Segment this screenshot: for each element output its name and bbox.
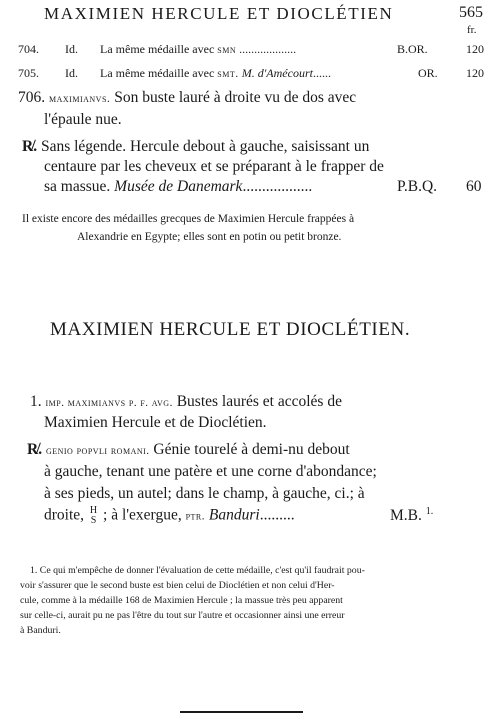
leader-dots: .................. (242, 178, 313, 195)
entry-1-line2: Maximien Hercule et de Dioclétien. (44, 414, 267, 431)
currency-unit: fr. (467, 24, 477, 36)
entry-704-metal: B.OR. (397, 42, 428, 56)
note-line2: Alexandrie en Egypte; elles sont en potin ou petit bronze. (77, 231, 342, 243)
entry-705-metal: OR. (418, 66, 438, 80)
reverse-text: sa massue. (44, 178, 115, 195)
bottom-rule (180, 711, 303, 713)
entry-706-reverse-line3 (44, 178, 312, 196)
entry-1-reverse-line1 (27, 441, 350, 459)
field-mark-bottom: S (90, 515, 97, 526)
mint-mark: smn (217, 42, 237, 56)
entry-705-price: 120 (466, 66, 484, 80)
running-title: MAXIMIEN HERCULE ET DIOCLÉTIEN (44, 4, 394, 23)
entry-706-reverse-line2: centaure par les cheveux et se préparant à le frapper de (44, 158, 384, 175)
entry-number: 706. (18, 89, 46, 106)
entry-1-reverse-line3: à ses pieds, un autel; dans le champ, à gauche, ci.; à (44, 485, 365, 502)
reverse-text: droite, (44, 506, 85, 524)
entry-706-line2: l'épaule nue. (44, 111, 122, 128)
exergue-mark: ptr. (185, 510, 205, 523)
reverse-description: Sans légende. Hercule debout à gauche, saisissant un (40, 138, 370, 155)
footnote-line1: 1. Ce qui m'empêche de donner l'évaluation de cette médaille, c'est qu'il faudrait pou- (30, 565, 365, 576)
entry-1-line1 (30, 393, 342, 411)
reverse-mark: R̸. (22, 138, 38, 155)
reverse-description: Génie tourelé à demi-nu debout (153, 441, 350, 458)
footnote-line2: voir s'assurer que le second buste est bien celui de Dioclétien et non celui d'Her- (20, 580, 335, 591)
section-title: MAXIMIEN HERCULE ET DIOCLÉTIEN. (50, 319, 411, 340)
entry-text: La même médaille avec (100, 66, 218, 80)
entry-number: 705. (18, 66, 39, 80)
entry-text: La même médaille avec (100, 42, 218, 56)
obverse-legend: maximianvs. (49, 91, 111, 105)
entry-706-reverse-line1 (22, 138, 369, 156)
mint-mark: smt. (217, 66, 239, 80)
entry-704 (18, 42, 296, 57)
leader-dots: ...... (312, 66, 331, 80)
footnote-line4: sur celle-ci, aurait pu ne pas l'être du tout sur l'autre et occasionner ainsi une erreur (20, 610, 345, 621)
entry-number: 1. (30, 393, 42, 410)
obverse-legend: imp. maximianvs p. f. avg. (45, 397, 173, 409)
reverse-legend: genio popvli romani. (45, 445, 150, 457)
entry-706-metal: P.B.Q. (397, 178, 438, 195)
entry-number: 704. (18, 42, 39, 56)
leader-dots: ................... (239, 42, 297, 56)
entry-1-metal (390, 506, 433, 525)
attribution: M. d'Amécourt (241, 66, 313, 80)
entry-705 (18, 66, 331, 81)
footnote-line5: à Banduri. (20, 625, 61, 636)
metal-grade: M.B. (390, 507, 422, 525)
note-line1: Il existe encore des médailles grecques de Maximien Hercule frappées à (22, 213, 355, 225)
entry-label: Id. (65, 42, 78, 56)
entry-1-reverse-line4 (44, 506, 295, 526)
field-mark-top: H (89, 505, 98, 516)
obverse-description: Bustes laurés et accolés de (176, 393, 342, 410)
collection: Musée de Danemark (114, 178, 243, 195)
attribution: Banduri (208, 506, 260, 524)
page-number: 565 (459, 4, 483, 21)
footnote-line3: cule, comme à la médaille 168 de Maximien Hercule ; la massue très peu apparent (20, 595, 343, 606)
leader-dots: ......... (259, 506, 295, 524)
reverse-text: ; à l'exergue, (103, 506, 182, 524)
entry-1-reverse-line2: à gauche, tenant une patère et une corne d'abondance; (44, 463, 377, 480)
footnote-reference: 1. (425, 506, 434, 517)
obverse-description: Son buste lauré à droite vu de dos avec (114, 89, 357, 106)
entry-706-line1 (18, 89, 356, 107)
entry-706-price: 60 (466, 178, 482, 195)
reverse-mark: R̸. (27, 441, 43, 458)
entry-label: Id. (65, 66, 78, 80)
field-mark (90, 506, 97, 526)
entry-704-price: 120 (466, 42, 484, 56)
